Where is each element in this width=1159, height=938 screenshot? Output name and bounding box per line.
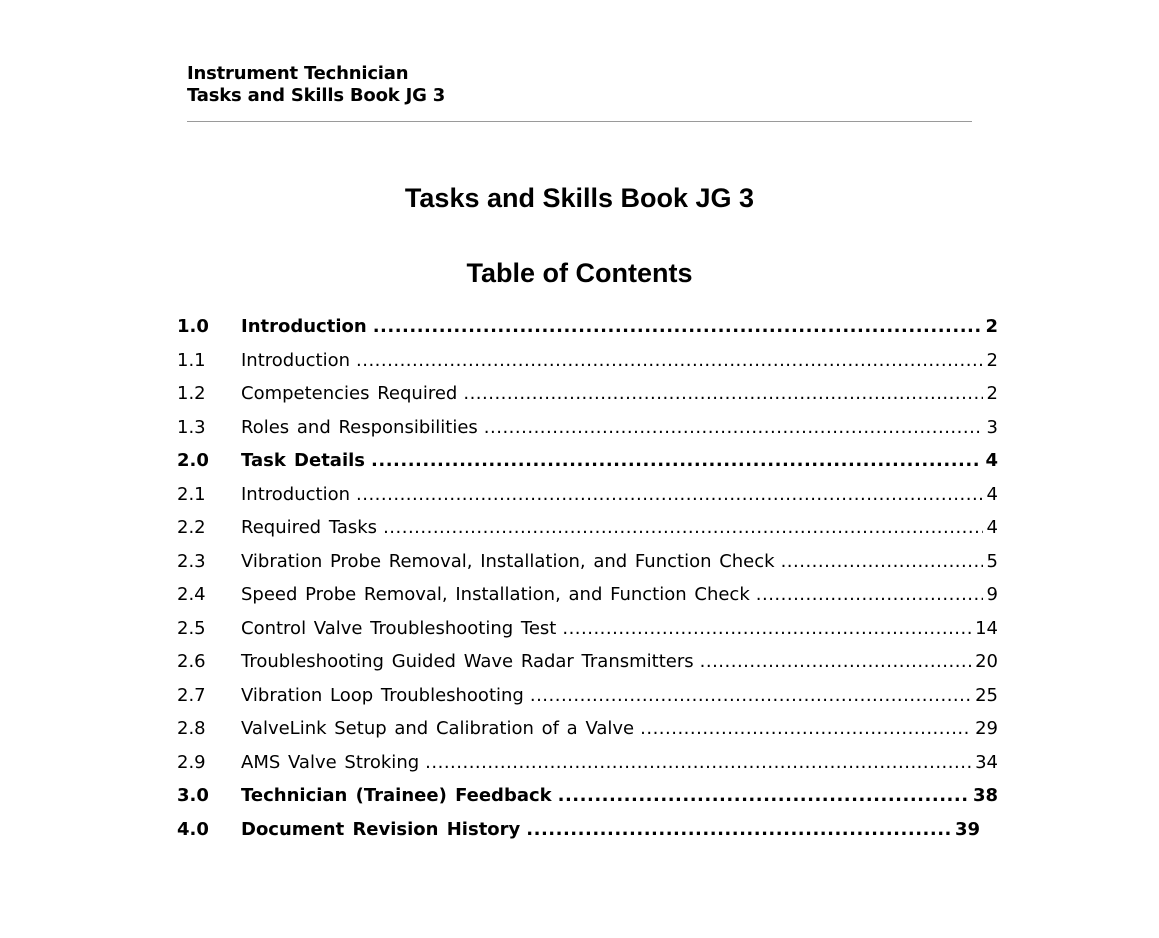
toc-entry-title: Speed Probe Removal, Installation, and Function Check xyxy=(241,584,750,606)
toc-entry-title: Roles and Responsibilities xyxy=(241,416,478,438)
toc-entry[interactable] xyxy=(177,511,998,545)
toc-dot-leader xyxy=(463,383,982,404)
toc-dot-leader xyxy=(530,685,971,706)
toc-dot-leader xyxy=(756,584,983,605)
toc-dot-leader xyxy=(373,316,982,337)
toc-entry[interactable] xyxy=(177,344,998,378)
toc-dot-leader xyxy=(356,484,983,505)
toc-entry[interactable] xyxy=(177,444,998,478)
toc-entry[interactable] xyxy=(177,310,998,344)
table-of-contents xyxy=(177,310,998,846)
toc-entry-title: Required Tasks xyxy=(241,517,378,539)
toc-entry-title: Control Valve Troubleshooting Test xyxy=(241,617,557,639)
toc-entry-number: 2.0 xyxy=(177,450,209,472)
toc-dot-leader xyxy=(640,718,971,739)
toc-entry-title: Task Details xyxy=(241,450,366,472)
toc-entry-page: 9 xyxy=(986,584,998,606)
toc-entry-number: 2.4 xyxy=(177,584,206,606)
toc-entry[interactable] xyxy=(177,411,998,445)
toc-dot-leader xyxy=(484,417,983,438)
toc-entry-page: 39 xyxy=(954,818,980,840)
running-header xyxy=(187,63,445,107)
toc-dot-leader xyxy=(356,350,983,371)
header-line-2: Tasks and Skills Book JG 3 xyxy=(187,85,446,106)
toc-dot-leader xyxy=(383,517,982,538)
toc-heading: Table of Contents xyxy=(466,258,693,288)
header-line-1: Instrument Technician xyxy=(187,63,409,84)
toc-entry-number: 2.9 xyxy=(177,751,206,773)
toc-entry-number: 3.0 xyxy=(177,785,209,807)
toc-entry[interactable] xyxy=(177,612,998,646)
toc-entry-number: 2.6 xyxy=(177,651,206,673)
toc-entry-number: 2.1 xyxy=(177,483,206,505)
toc-entry-number: 1.1 xyxy=(177,349,206,371)
toc-entry-title: Introduction xyxy=(241,316,367,338)
toc-entry-page: 2 xyxy=(986,349,998,371)
toc-entry[interactable] xyxy=(177,813,980,847)
toc-entry-page: 20 xyxy=(975,651,998,673)
toc-entry-number: 1.3 xyxy=(177,416,206,438)
toc-entry[interactable] xyxy=(177,478,998,512)
toc-entry-page: 3 xyxy=(986,416,998,438)
toc-dot-leader xyxy=(700,651,971,672)
toc-dot-leader xyxy=(425,752,971,773)
toc-dot-leader xyxy=(371,450,981,471)
toc-dot-leader xyxy=(558,785,969,806)
toc-entry-title: ValveLink Setup and Calibration of a Valve xyxy=(241,718,635,740)
toc-entry-page: 4 xyxy=(986,483,998,505)
toc-entry[interactable] xyxy=(177,712,998,746)
toc-entry-page: 29 xyxy=(975,718,998,740)
toc-entry-number: 2.3 xyxy=(177,550,206,572)
toc-entry-title: Vibration Loop Troubleshooting xyxy=(241,684,524,706)
toc-entry-number: 2.5 xyxy=(177,617,206,639)
toc-entry-number: 2.8 xyxy=(177,718,206,740)
header-divider xyxy=(187,121,972,122)
toc-entry-page: 34 xyxy=(975,751,998,773)
toc-entry-title: Troubleshooting Guided Wave Radar Transmitters xyxy=(241,651,694,673)
toc-entry-page: 4 xyxy=(985,450,998,472)
toc-entry[interactable] xyxy=(177,578,998,612)
toc-entry-number: 1.2 xyxy=(177,383,206,405)
toc-entry-page: 38 xyxy=(972,785,998,807)
toc-entry-number: 2.7 xyxy=(177,684,206,706)
toc-dot-leader xyxy=(781,551,983,572)
toc-entry-number: 4.0 xyxy=(177,818,209,840)
toc-entry-page: 5 xyxy=(986,550,998,572)
toc-entry-page: 2 xyxy=(986,383,998,405)
toc-entry-title: AMS Valve Stroking xyxy=(241,751,420,773)
toc-entry-page: 4 xyxy=(986,517,998,539)
toc-entry[interactable] xyxy=(177,679,998,713)
toc-entry-page: 2 xyxy=(985,316,998,338)
toc-entry[interactable] xyxy=(177,645,998,679)
document-title: Tasks and Skills Book JG 3 xyxy=(404,183,755,213)
toc-entry-title: Technician (Trainee) Feedback xyxy=(241,785,552,807)
toc-entry-title: Vibration Probe Removal, Installation, and Function Check xyxy=(241,550,775,572)
toc-entry[interactable] xyxy=(177,377,998,411)
toc-entry-page: 25 xyxy=(975,684,998,706)
toc-entry-number: 1.0 xyxy=(177,316,209,338)
toc-dot-leader xyxy=(562,618,971,639)
toc-entry[interactable] xyxy=(177,779,998,813)
toc-entry-page: 14 xyxy=(975,617,998,639)
toc-entry-number: 2.2 xyxy=(177,517,206,539)
toc-entry-title: Introduction xyxy=(241,483,351,505)
toc-entry-title: Introduction xyxy=(241,349,351,371)
toc-dot-leader xyxy=(526,819,951,840)
toc-entry[interactable] xyxy=(177,746,998,780)
toc-entry-title: Competencies Required xyxy=(241,383,458,405)
toc-entry-title: Document Revision History xyxy=(241,818,521,840)
toc-entry[interactable] xyxy=(177,545,998,579)
